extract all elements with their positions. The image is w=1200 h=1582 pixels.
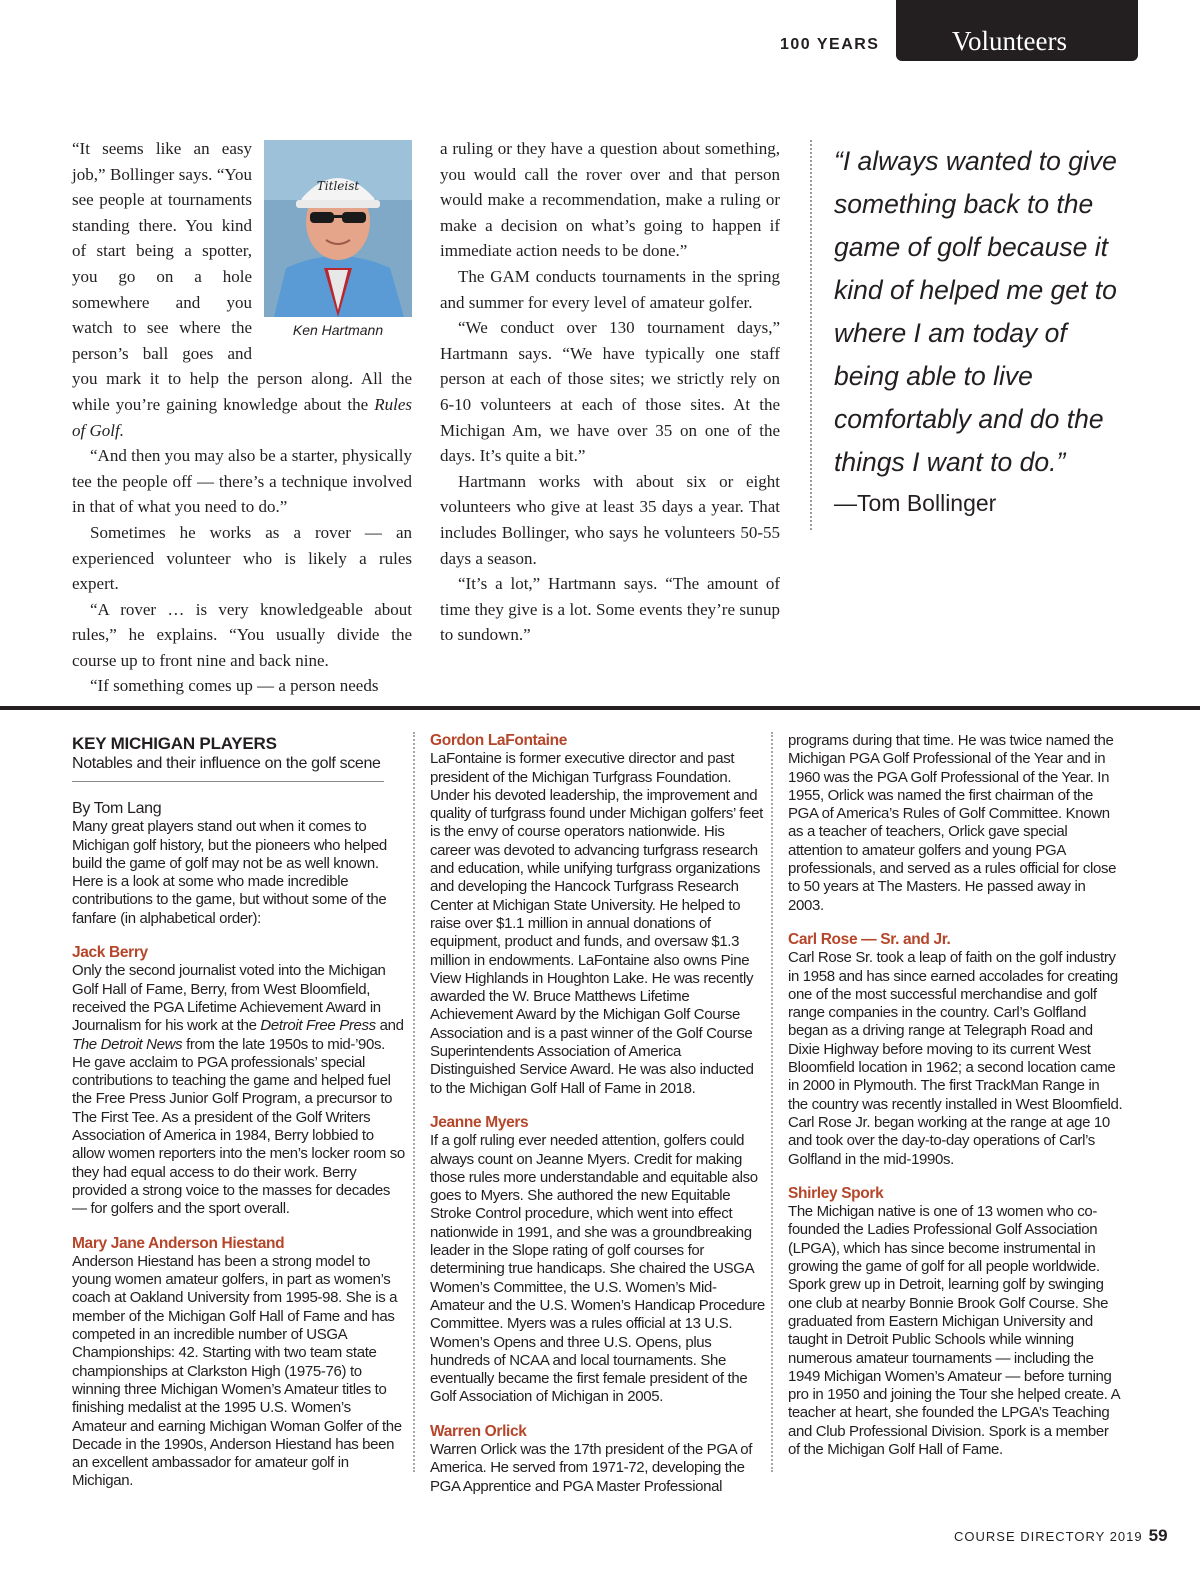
player-name: Jeanne Myers	[430, 1113, 529, 1131]
bio-text: and	[375, 1017, 404, 1035]
section-tab	[896, 0, 1138, 61]
page-number: 59	[1148, 1526, 1168, 1545]
bio-text: Only the second journalist voted into the Michigan Golf Hall of Fame, Berry, from West Bloomfield, received the PGA Lifetime Achievement Award in Journalism for his work at the	[72, 962, 386, 1035]
player-bio: LaFontaine is former executive director and past president of the Michigan Turfgrass Foundation. Under his devoted leadership, the improvement and quality of turfgrass found under Michigan golfers’ feet is the envy of course operators nationwide. His career was devoted to advancing turfgrass research and education, while unifying turfgrass organizations and developing the Hancock Turfgrass Research Center at Michigan State University. He helped to raise over $1.1 million in annual donations of equipment, product and funds, and oversaw $1.3 million in endowments. LaFontaine also owns Pine View Highlands in Houghton Lake. He was recently awarded the W. Bruce Matthews Lifetime Achievement Award by the Michigan Golf Course Association and is a past winner of the Golf Course Superintendents Association of America Distinguished Service Award. He was also inducted to the Michigan Golf Hall of Fame in 2018.	[430, 750, 763, 1097]
article-paragraph: “It’s a lot,” Hartmann says. “The amount of time they give is a lot. Some events they’re sunup to sundown.”	[440, 574, 780, 645]
section-title: Volunteers	[952, 26, 1067, 56]
player-bio: Carl Rose Sr. took a leap of faith on the golf industry in 1958 and has since earned accolades for creating one of the most successful merchandise and golf range companies in the country. Carl’s Golfland began as a driving range at Telegraph Road and Dixie Highway before moving to its current West Bloomfield location in 1962; a second location came in 2000 in Plymouth. The first TrackMan Range in the country was recently installed in West Bloomfield. Carl Rose Jr. began working at the range at age 10 and took over the day-to-day operations of Carl’s Golfland in the mid-1990s.	[788, 949, 1123, 1168]
player-bio: Warren Orlick was the 17th president of the PGA of America. He served from 1971-72, developing the PGA Apprentice and PGA Master Professional	[430, 1440, 753, 1495]
page-footer	[954, 1526, 1168, 1546]
article-text: “It seems like an easy job,” Bollinger says. “You see people at tournaments standing there. You kind of start being a spotter, you go on a hole somewhere and you watch to see where the person’s ball goes and you mark it to help the person along. All the while you’re gaining knowledge about the	[72, 139, 412, 414]
player-name: Mary Jane Anderson Hiestand	[72, 1234, 285, 1252]
pull-quote-attribution: —Tom Bollinger	[834, 490, 997, 516]
article-paragraph: “And then you may also be a starter, physically tee the people off — there’s a technique involved in that of what you need to do.”	[72, 446, 412, 517]
article-paragraph: The GAM conducts tournaments in the spring and summer for every level of amateur golfer.	[440, 266, 780, 312]
column-divider	[413, 732, 415, 1472]
article-paragraph: “We conduct over 130 tournament days,” Hartmann says. “We have typically one staff person at each of those sites; we strictly rely on 6-10 volunteers at each of those sites. At the Michigan Am, we have over 35 on one of the days. It’s quite a bit.”	[440, 318, 780, 466]
article-paragraph: Sometimes he works as a rover — an experienced volunteer who is likely a rules expert.	[72, 522, 412, 594]
article-column-1	[72, 136, 412, 699]
player-bio	[72, 962, 407, 1218]
section-divider	[0, 706, 1200, 710]
player-bio: The Michigan native is one of 13 women who co-founded the Ladies Professional Golf Association (LPGA), which has since become instrumental in growing the game of golf for all people worldwide. Spork grew up in Detroit, learning golf by swinging one club at nearby Bonnie Brook Golf Course. She graduated from Eastern Michigan University and taught in Detroit Public Schools while winning numerous amateur tournaments — including the 1949 Michigan Women’s Amateur — before turning pro in 1950 and joining the Tour she helped create. A teacher at heart, she founded the LPGA’s Teaching and Club Professional Division. Spork is a member of the Michigan Golf Hall of Fame.	[788, 1203, 1120, 1458]
article-paragraph: a ruling or they have a question about something, you would call the rover over and that person would make a recommendation, make a ruling or make a decision on what’s going to happen if immediate action needs to be done.”	[440, 139, 780, 261]
feature-article	[72, 136, 782, 696]
pull-quote	[810, 140, 1130, 530]
player-name: Shirley Spork	[788, 1184, 884, 1202]
player-name: Warren Orlick	[430, 1422, 527, 1440]
player-bio: If a golf ruling ever needed attention, golfers could always count on Jeanne Myers. Credit for making those rules more understandable and equitable also goes to Myers. She authored the new Equitable Stroke Control procedure, which went into effect nationwide in 1991, and she was a groundbreaking leader in the Slope rating of golf courses for determining true handicaps. She chaired the USGA Women’s Committee, the U.S. Women’s Mid-Amateur and the U.S. Women’s Handicap Procedure Committee. Myers was a rules official at 13 U.S. Women’s Opens and three U.S. Opens, plus hundreds of NCAA and local tournaments. She eventually became the first female president of the Golf Association of Michigan in 2005.	[430, 1132, 765, 1406]
sidebar-column-1	[72, 732, 407, 1491]
publication-name: Detroit Free Press	[260, 1017, 376, 1035]
sidebar-heading: KEY MICHIGAN PLAYERS	[72, 734, 277, 753]
sidebar-column-2	[430, 732, 765, 1496]
article-paragraph: “If something comes up — a person needs	[90, 676, 379, 696]
byline: By Tom Lang	[72, 800, 162, 817]
portrait-image	[264, 140, 412, 317]
cap-logo: Titleist	[316, 179, 360, 193]
player-name: Carl Rose — Sr. and Jr.	[788, 930, 951, 948]
photo-ken-hartmann	[264, 140, 412, 339]
article-column-2	[440, 136, 780, 648]
rules-of-golf-title: Rules of Golf.	[72, 394, 412, 440]
section-years-label: 100 YEARS	[780, 36, 880, 53]
player-bio: Anderson Hiestand has been a strong model to young women amateur golfers, in part as women’s coach at Oakland University from 1995-98. She is a member of the Michigan Golf Hall of Fame and has competed in an incredible number of USGA Championships: 42. Starting with two team state championships at Clarkston High (1975-76) to winning three Michigan Women’s Amateur titles to finishing medalist at the 1995 U.S. Women’s Amateur and earning Michigan Woman Golfer of the Decade in the 1990s, Anderson Hiestand has been an excellent ambassador for amateur golf in Michigan.	[72, 1252, 402, 1490]
sidebar-subheading: Notables and their influence on the golf scene	[72, 754, 384, 782]
player-name: Jack Berry	[72, 944, 148, 962]
bio-text: from the late 1950s to mid-’90s. He gave acclaim to PGA professionals’ special contributions to teaching the game and helped fuel the Free Press Junior Golf Program, a precursor to The First Tee. As a president of the Golf Writers Association of America in 1984, Berry lobbied to allow women reporters into the men’s locker room so they had equal access to do their work. Berry provided a strong voice to the masses for decades — for golfers and the sport overall.	[72, 1035, 405, 1218]
column-divider	[771, 732, 773, 1472]
publication-name: COURSE DIRECTORY 2019	[954, 1529, 1143, 1544]
publication-name: The Detroit News	[72, 1035, 183, 1053]
player-bio-continued: programs during that time. He was twice named the Michigan PGA Golf Professional of the Year and in 1960 was the PGA Golf Professional of the Year. In 1955, Orlick was named the first chairman of the PGA of America’s Rules of Golf Committee. Known as a teacher of teachers, Orlick gave special attention to amateur golfers and young PGA professionals, and served as a rules official for close to 50 years at The Masters. He passed away in 2003.	[788, 732, 1117, 914]
sidebar-intro: Many great players stand out when it comes to Michigan golf history, but the pioneers who helped build the game of golf may not be as well known. Here is a look at some who made incredible contributions to the game, but without some of the fanfare (in alphabetical order):	[72, 818, 387, 927]
sidebar-column-3	[788, 732, 1123, 1459]
pull-quote-text: “I always wanted to give something back to the game of golf because it kind of helped me get to where I am today of being able to live comfortably and do the things I want to do.”	[834, 146, 1117, 477]
player-name: Gordon LaFontaine	[430, 732, 567, 749]
article-paragraph: Hartmann works with about six or eight volunteers who give at least 35 days a year. That includes Bollinger, who says he volunteers 50-55 days a season.	[440, 471, 780, 568]
article-paragraph: “A rover … is very knowledgeable about rules,” he explains. “You usually divide the course up to front nine and back nine.	[72, 599, 412, 670]
portrait-illustration	[264, 140, 412, 317]
photo-caption: Ken Hartmann	[292, 322, 384, 338]
